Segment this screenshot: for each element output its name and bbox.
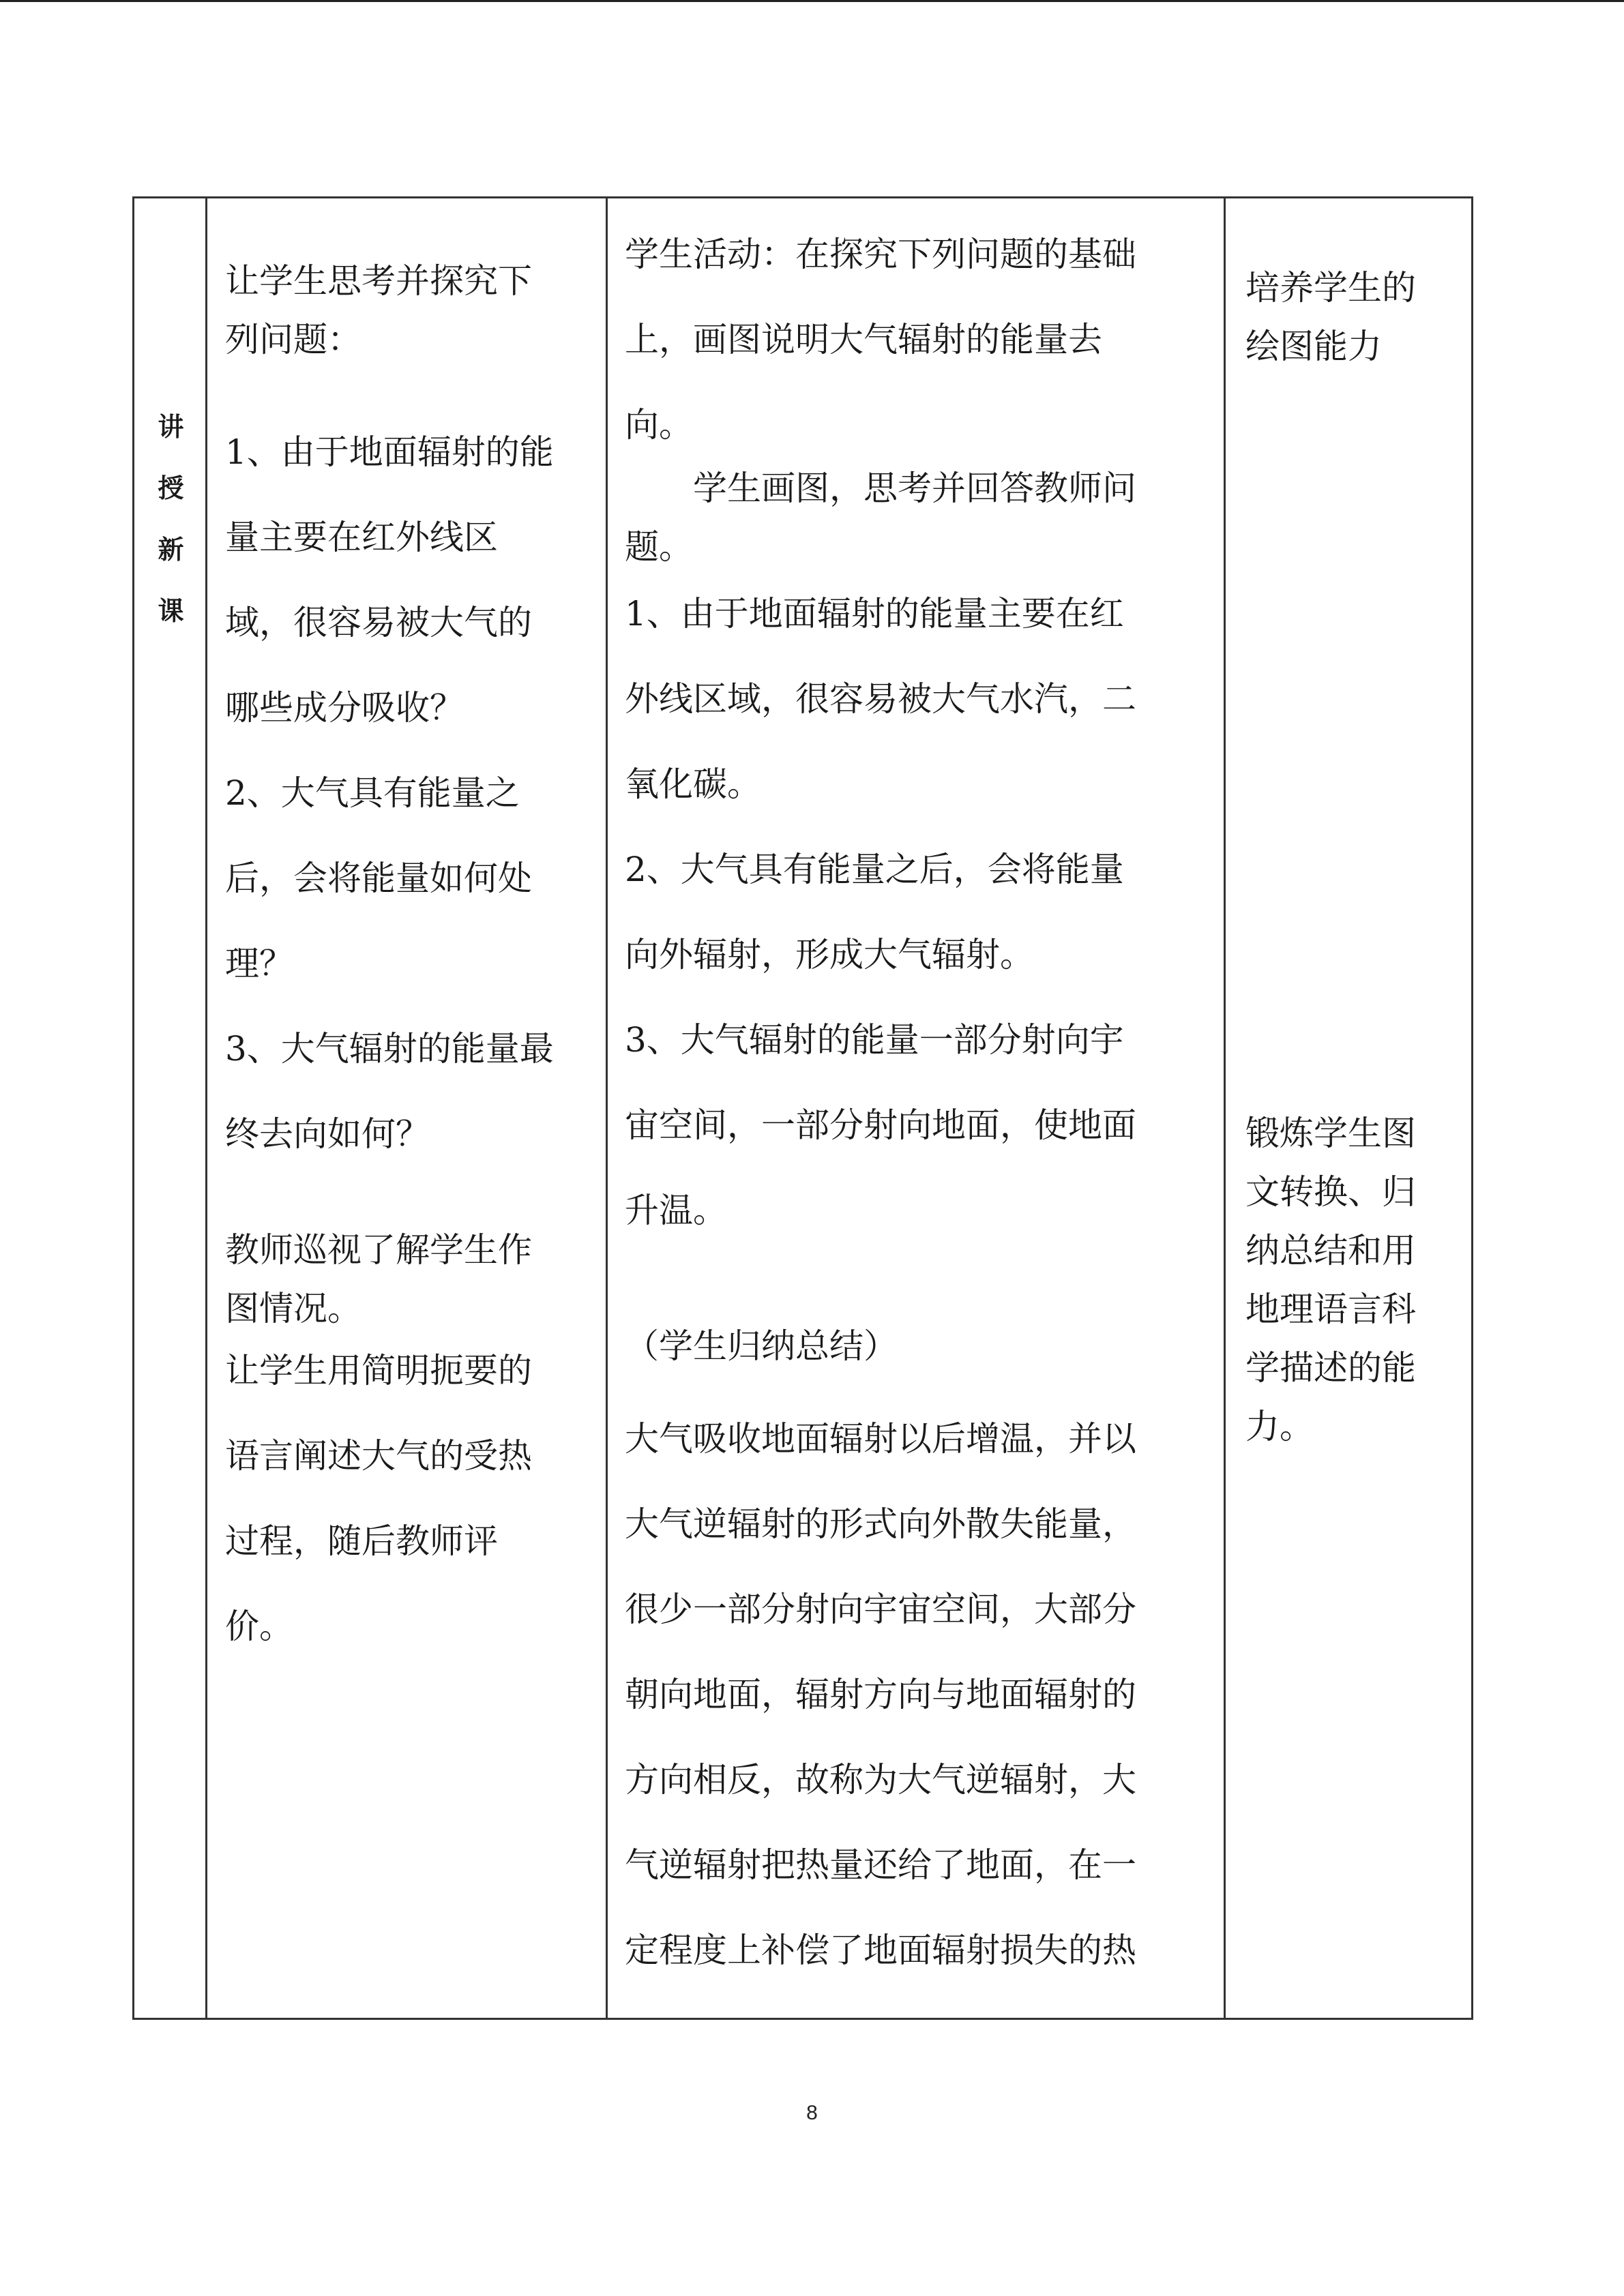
design-intent-cell <box>1228 198 1475 2018</box>
student-paragraph: 学生活动：在探究下列问题的基础 上，画图说明大气辐射的能量去 向。 <box>625 235 1136 445</box>
intent-paragraph: 培养学生的 绘图能力 <box>1245 268 1416 366</box>
teacher-paragraph: 教师巡视了解学生作 图情况。 <box>225 1230 532 1328</box>
intent-paragraph: 锻炼学生图 文转换、归 纳总结和用 地理语言科 学描述的能 力。 <box>1245 1114 1416 1446</box>
section-label-char: 授 <box>158 473 184 503</box>
page-number: 8 <box>806 2102 818 2124</box>
student-paragraph: 学生画图，思考并回答教师问 题。 <box>625 468 1136 567</box>
teacher-paragraph: 让学生用简明扼要的 语言阐述大气的受热 过程，随后教师评 价。 <box>225 1351 532 1646</box>
teacher-activity-cell <box>209 198 608 2018</box>
lesson-plan-table <box>132 196 1473 2020</box>
top-border-line <box>0 0 1624 2</box>
student-paragraph: 1、由于地面辐射的能量主要在红 外线区域，很容易被大气水汽，二 氧化碳。 2、大气具有能量之后，会将能量 向外辐射，形成大气辐射。 3、大气辐射的能量一部分射向宇 宙空间，一部分射向地面，使地面 升温。 <box>625 594 1136 1230</box>
section-label-cell <box>134 198 207 2018</box>
teacher-paragraph: 1、由于地面辐射的能 量主要在红外线区 域，很容易被大气的 哪些成分吸收？ 2、大气具有能量之 后，会将能量如何处 理？ 3、大气辐射的能量最 终去向如何？ <box>225 432 554 1154</box>
section-label-char: 新 <box>158 535 184 565</box>
section-label-char: 讲 <box>158 412 184 442</box>
student-paragraph: 大气吸收地面辐射以后增温，并以 大气逆辐射的形式向外散失能量， 很少一部分射向宇宙空间，大部分 朝向地面，辐射方向与地面辐射的 方向相反，故称为大气逆辐射，大 气逆辐射把热量还给了地面，在一 定程度上补偿了地面辐射损失的热 <box>625 1419 1136 1970</box>
section-label <box>134 396 207 642</box>
teacher-paragraph: 让学生思考并探究下 列问题： <box>225 261 532 359</box>
student-activity-cell <box>610 198 1226 2018</box>
student-paragraph: （学生归纳总结） <box>625 1326 898 1366</box>
section-label-char: 课 <box>158 596 184 626</box>
